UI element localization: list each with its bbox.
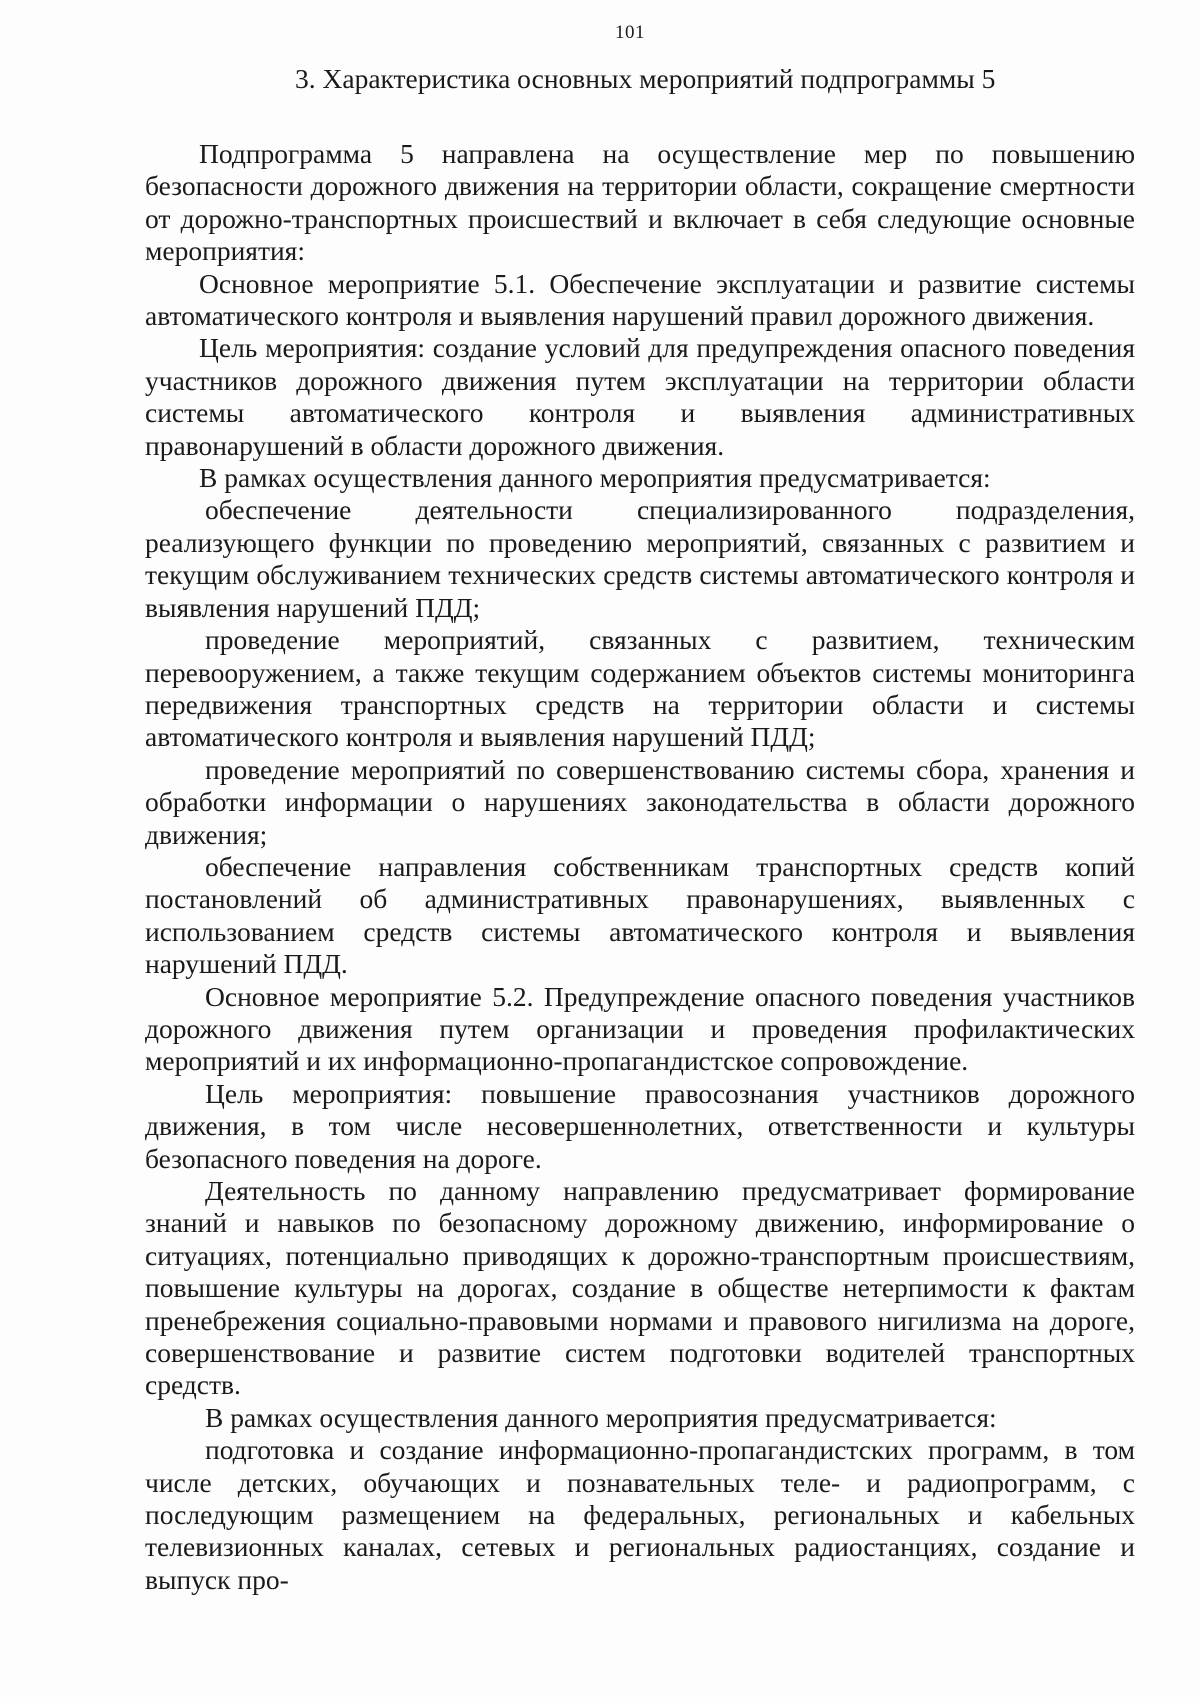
document-body <box>145 62 1135 1596</box>
paragraph-measure-5-1: Основное мероприятие 5.1. Обеспечение эксплуатации и развитие системы автоматического контроля и выявления нарушений правил дорожного движения. <box>145 267 1135 332</box>
paragraph-measure-5-2: Основное мероприятие 5.2. Предупреждение опасного поведения участников дорожного движения путем организации и проведения профилактических мероприятий и их информационно-пропагандистское сопровождение. <box>145 980 1135 1077</box>
list-item: обеспечение направления собственникам транспортных средств копий постановлений об административных правонарушениях, выявленных с использованием средств системы автоматического контроля и выявления нарушений ПДД. <box>145 850 1135 980</box>
paragraph-goal-5-1: Цель мероприятия: создание условий для предупреждения опасного поведения участников дорожного движения путем эксплуатации на территории области системы автоматического контроля и выявления административных правонарушений в области дорожного движения. <box>145 332 1135 461</box>
paragraph-intro: Подпрограмма 5 направлена на осуществление мер по повышению безопасности дорожного движения на территории области, сокращение смертности от дорожно-транспортных происшествий и включает в себя следующие основные мероприятия: <box>145 138 1135 267</box>
list-item: проведение мероприятий, связанных с развитием, техническим перевооружением, а также текущим содержанием объектов системы мониторинга передвижения транспортных средств на территории области и системы автоматического контроля и выявления нарушений ПДД; <box>145 624 1135 753</box>
section-title: 3. Характеристика основных мероприятий подпрограммы 5 <box>295 63 996 94</box>
list-item: обеспечение деятельности специализированного подразделения, реализующего функции по проведению мероприятий, связанных с развитием и текущим обслуживанием технических средств системы автоматического контроля и выявления нарушений ПДД; <box>145 494 1135 623</box>
paragraph-activity-5-2: Деятельность по данному направлению предусматривает формирование знаний и навыков по безопасному дорожному движению, информирование о ситуациях, потенциально приводящих к дорожно-транспортным происшествиям, повышение культуры на дорогах, создание в обществе нетерпимости к фактам пренебрежения социально-правовыми нормами и правового нигилизма на дороге, совершенствование и развитие систем подготовки водителей транспортных средств. <box>145 1175 1135 1401</box>
page-number: 101 <box>615 22 645 43</box>
paragraph-scope-5-1: В рамках осуществления данного мероприятия предусматривается: <box>199 462 991 494</box>
list-item: подготовка и создание информационно-пропагандистских программ, в том числе детских, обучающих и познавательных теле- и радиопрограмм, с последующим размещением на федеральных, региональных и кабельных телевизионных каналах, сетевых и региональных радиостанциях, создание и выпуск про- <box>145 1434 1135 1595</box>
paragraph-scope-5-2: В рамках осуществления данного мероприятия предусматривается: <box>205 1401 997 1433</box>
paragraph-goal-5-2: Цель мероприятия: повышение правосознания участников дорожного движения, в том числе несовершеннолетних, ответственности и культуры безопасного поведения на дороге. <box>145 1077 1135 1174</box>
list-item: проведение мероприятий по совершенствованию системы сбора, хранения и обработки информации о нарушениях законодательства в области дорожного движения; <box>145 753 1135 850</box>
